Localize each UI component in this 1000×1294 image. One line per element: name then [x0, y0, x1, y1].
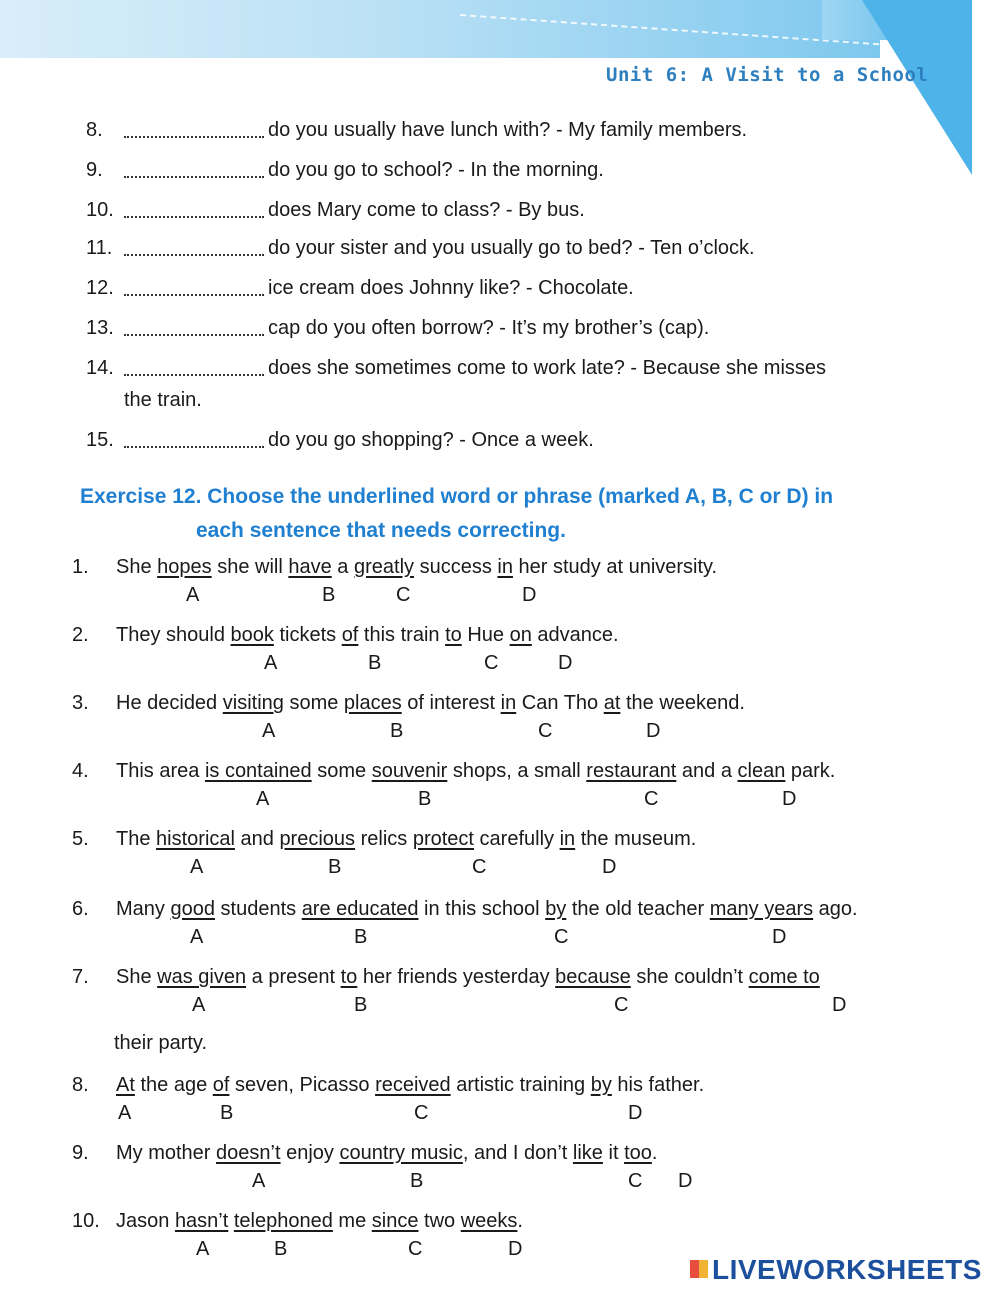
underlined-option[interactable]: in [500, 692, 517, 714]
question-number: 10. [86, 199, 114, 221]
sentence-text: Can Tho [516, 692, 604, 714]
sentence [72, 1074, 704, 1097]
underlined-option[interactable]: too [624, 1142, 652, 1164]
sentence-text: My mother [116, 1142, 217, 1164]
exercise-title [80, 480, 833, 548]
question-number: 9. [86, 159, 103, 181]
sentence-text: some [311, 760, 372, 782]
answer-blank[interactable] [124, 432, 264, 448]
sentence-text: of interest [401, 692, 501, 714]
underlined-option[interactable]: book [230, 624, 274, 646]
sentence-number: 4. [72, 760, 89, 782]
sentence-text: artistic training [450, 1074, 591, 1096]
sentence-text: and a [676, 760, 738, 782]
underlined-option[interactable]: clean [737, 760, 786, 782]
underlined-option[interactable]: since [371, 1210, 419, 1232]
sentence [72, 692, 745, 715]
sentence-text: seven, Picasso [229, 1074, 376, 1096]
sentence-text: Jason [116, 1210, 175, 1232]
sentence-text: it [602, 1142, 625, 1164]
question-text: cap do you often borrow? - It’s my brother’s (cap). [268, 317, 710, 339]
logo-icon [690, 1260, 708, 1278]
option-label: C [538, 720, 553, 742]
sentence-text: . [651, 1142, 658, 1164]
underlined-option[interactable]: hopes [157, 556, 212, 578]
option-label: D [522, 584, 537, 606]
option-label: B [390, 720, 404, 742]
answer-blank[interactable] [124, 162, 264, 178]
sentence-text: The [116, 828, 157, 850]
liveworksheets-logo [690, 1254, 982, 1286]
sentence-text: Hue [461, 624, 510, 646]
option-label: A [186, 584, 200, 606]
sentence-text: a present [246, 966, 341, 988]
option-label: D [602, 856, 617, 878]
sentence-text: ago. [813, 898, 858, 920]
sentence [72, 1210, 523, 1233]
question-text-continued: the train. [124, 389, 202, 411]
underlined-option[interactable]: was given [157, 966, 247, 988]
option-label: B [328, 856, 342, 878]
underlined-option[interactable]: to [340, 966, 358, 988]
sentence [72, 1142, 657, 1165]
option-label: B [418, 788, 432, 810]
option-label: C [396, 584, 411, 606]
sentence-text: shops, a small [447, 760, 587, 782]
underlined-option[interactable]: of [341, 624, 359, 646]
sentence-text: This area [116, 760, 205, 782]
sentence-text: the old teacher [566, 898, 710, 920]
sentence-continued: their party. [114, 1032, 207, 1054]
sentence-text: relics [355, 828, 413, 850]
sentence-text: advance. [531, 624, 619, 646]
answer-blank[interactable] [124, 240, 264, 256]
underlined-option[interactable]: in [559, 828, 576, 850]
option-label: C [408, 1238, 423, 1260]
sentence-text: carefully [474, 828, 560, 850]
sentence-text: tickets [273, 624, 342, 646]
option-label: B [354, 994, 368, 1016]
option-label: C [614, 994, 629, 1016]
unit-title: Unit 6: A Visit to a School [606, 64, 929, 86]
sentence-text: she will [211, 556, 289, 578]
underlined-option[interactable]: of [212, 1074, 230, 1096]
sentence-text: enjoy [280, 1142, 340, 1164]
underlined-option[interactable]: is contained [204, 760, 312, 782]
answer-blank[interactable] [124, 122, 264, 138]
sentence-text: . [517, 1210, 523, 1232]
option-label: A [252, 1170, 266, 1192]
underlined-option[interactable]: weeks [460, 1210, 518, 1232]
option-label: B [322, 584, 336, 606]
option-label: A [262, 720, 276, 742]
sentence [72, 624, 619, 647]
question-text: does she sometimes come to work late? - Because she misses [268, 357, 827, 379]
header-corner-triangle [862, 0, 972, 175]
option-label: C [628, 1170, 643, 1192]
option-label: C [414, 1102, 429, 1124]
underlined-option[interactable]: because [555, 966, 631, 988]
question-text: do your sister and you usually go to bed? - Ten o’clock. [268, 237, 755, 259]
sentence-text: some [283, 692, 344, 714]
sentence-text: she couldn’t [630, 966, 749, 988]
sentence-text: his father. [611, 1074, 705, 1096]
sentence-number: 8. [72, 1074, 89, 1096]
option-label: C [484, 652, 499, 674]
option-label: D [772, 926, 787, 948]
sentence-number: 2. [72, 624, 89, 646]
option-label: A [192, 994, 206, 1016]
sentence-text: He decided [116, 692, 223, 714]
underlined-option[interactable]: by [590, 1074, 612, 1096]
underlined-option[interactable]: country music [339, 1142, 463, 1164]
underlined-option[interactable]: by [545, 898, 567, 920]
sentence-text: students [214, 898, 302, 920]
question-text: does Mary come to class? - By bus. [268, 199, 585, 221]
exercise-title-line1: Exercise 12. Choose the underlined word or phrase (marked A, B, C or D) in [80, 485, 834, 508]
sentence-text: in this school [418, 898, 546, 920]
sentence-number: 7. [72, 966, 89, 988]
underlined-option[interactable]: precious [279, 828, 356, 850]
sentence [72, 898, 858, 921]
sentence [72, 556, 717, 579]
underlined-option[interactable]: have [288, 556, 332, 578]
sentence-number: 5. [72, 828, 89, 850]
option-label: D [646, 720, 661, 742]
underlined-option[interactable]: many years [709, 898, 814, 920]
sentence-number: 9. [72, 1142, 89, 1164]
logo-text: LIVEWORKSHEETS [712, 1254, 982, 1285]
sentence [72, 966, 820, 989]
sentence-text: the museum. [575, 828, 697, 850]
sentence-number: 1. [72, 556, 89, 578]
option-label: B [368, 652, 382, 674]
sentence [72, 828, 696, 851]
underlined-option[interactable]: greatly [353, 556, 415, 578]
underlined-option[interactable]: visiting [222, 692, 284, 714]
option-label: A [190, 856, 204, 878]
sentence-text: and [234, 828, 280, 850]
question-number: 14. [86, 357, 114, 379]
option-label: B [220, 1102, 234, 1124]
question-text: do you go shopping? - Once a week. [268, 429, 594, 451]
question-text: ice cream does Johnny like? - Chocolate. [268, 277, 634, 299]
underlined-option[interactable]: to [445, 624, 462, 646]
answer-blank[interactable] [124, 320, 264, 336]
option-label: D [782, 788, 797, 810]
question-number: 15. [86, 429, 114, 451]
answer-blank[interactable] [124, 360, 264, 376]
sentence [72, 760, 835, 783]
option-label: C [554, 926, 569, 948]
underlined-option[interactable]: souvenir [371, 760, 448, 782]
underlined-option[interactable]: good [170, 898, 215, 920]
sentence-text: Many [116, 898, 171, 920]
option-label: B [274, 1238, 288, 1260]
option-label: A [264, 652, 278, 674]
sentence-text: me [332, 1210, 372, 1232]
sentence-text: , and I don’t [462, 1142, 573, 1164]
sentence-number: 3. [72, 692, 89, 714]
underlined-option[interactable]: hasn’t [174, 1210, 229, 1232]
underlined-option[interactable]: come to [748, 966, 820, 988]
question-number: 13. [86, 317, 114, 339]
option-label: D [508, 1238, 523, 1260]
underlined-option[interactable]: doesn’t [216, 1142, 281, 1164]
option-label: D [832, 994, 847, 1016]
question-number: 11. [86, 237, 113, 259]
underlined-option[interactable]: places [343, 692, 402, 714]
sentence-text: She [116, 966, 158, 988]
answer-blank[interactable] [124, 202, 264, 218]
option-label: D [678, 1170, 693, 1192]
sentence-text: success [414, 556, 498, 578]
sentence-text: the weekend. [620, 692, 745, 714]
sentence-text: a [331, 556, 354, 578]
option-label: C [644, 788, 659, 810]
underlined-option[interactable]: at [603, 692, 621, 714]
option-label: D [628, 1102, 643, 1124]
header-banner [0, 0, 880, 58]
underlined-option[interactable]: in [497, 556, 513, 578]
underlined-option[interactable]: historical [156, 828, 235, 850]
sentence-text: her study at university. [512, 556, 718, 578]
underlined-option[interactable]: are educated [301, 898, 419, 920]
option-label: B [354, 926, 368, 948]
option-label: C [472, 856, 487, 878]
answer-blank[interactable] [124, 280, 264, 296]
underlined-option[interactable]: telephoned [233, 1210, 333, 1232]
sentence-number: 6. [72, 898, 89, 920]
sentence-text: the age [134, 1074, 213, 1096]
exercise-title-line2: each sentence that needs correcting. [196, 519, 566, 542]
underlined-option[interactable]: protect [412, 828, 474, 850]
sentence-text: park. [785, 760, 836, 782]
sentence-text: this train [358, 624, 446, 646]
option-label: D [558, 652, 573, 674]
option-label: A [190, 926, 204, 948]
sentence-text: her friends yesterday [357, 966, 556, 988]
option-label: B [410, 1170, 424, 1192]
underlined-option[interactable]: received [375, 1074, 451, 1096]
question-text: do you usually have lunch with? - My family members. [268, 119, 748, 141]
question-number: 8. [86, 119, 103, 141]
sentence-number: 10. [72, 1210, 100, 1232]
sentence-text: two [418, 1210, 461, 1232]
underlined-option[interactable]: like [572, 1142, 603, 1164]
option-label: A [256, 788, 270, 810]
underlined-option[interactable]: on [509, 624, 532, 646]
underlined-option[interactable]: At [116, 1074, 135, 1096]
option-label: A [196, 1238, 210, 1260]
underlined-option[interactable]: restaurant [586, 760, 677, 782]
sentence-text: She [116, 556, 158, 578]
option-label: A [118, 1102, 132, 1124]
question-number: 12. [86, 277, 114, 299]
question-text: do you go to school? - In the morning. [268, 159, 604, 181]
sentence-text: They should [116, 624, 231, 646]
